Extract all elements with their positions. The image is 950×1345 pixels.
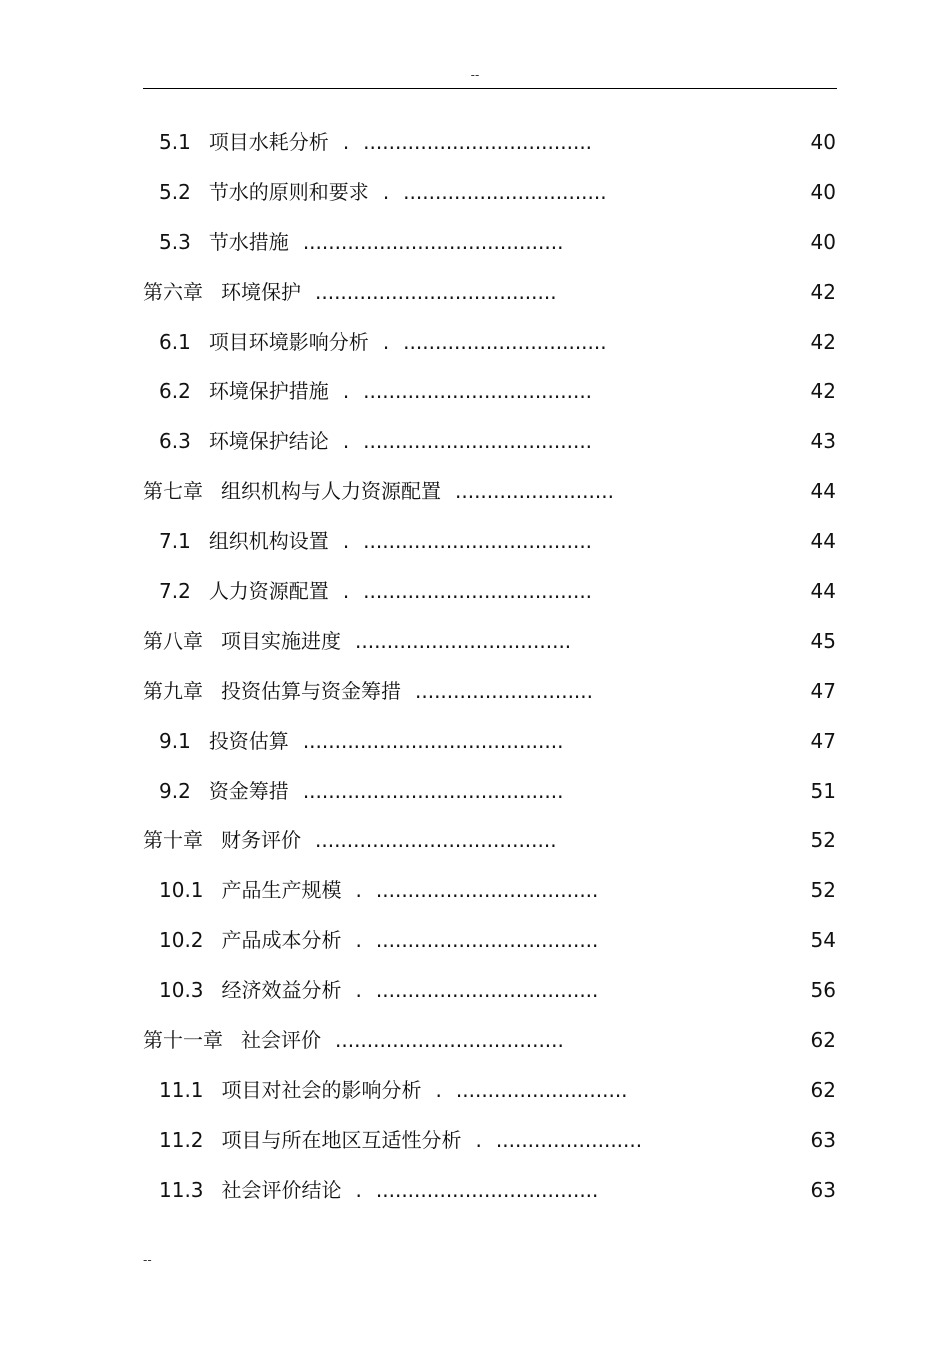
toc-section-row[interactable] [0,915,950,965]
toc-leader-dots: ......................... [455,479,614,504]
toc-number: 5.3 [159,229,191,254]
toc-chapter-row[interactable] [0,666,950,716]
toc-page-number: 40 [810,179,836,204]
toc-title: 项目实施进度 [221,628,341,653]
toc-page-number: 62 [810,1077,836,1102]
toc-page-number: 40 [810,130,836,154]
toc-number: 11.2 [159,1127,204,1152]
toc-section-row[interactable] [0,416,950,466]
toc-page-number: 44 [810,579,836,604]
toc-leader-dots: .................................... [335,1028,564,1053]
toc-leader-start: . [382,329,390,354]
toc-entry [143,279,557,305]
toc-entry [159,977,598,1003]
toc-entry [159,578,592,604]
toc-leader-dots: ......................................... [302,728,564,753]
toc-number: 第九章 [143,678,203,703]
toc-page-number: 42 [810,329,836,354]
toc-entry [143,1027,564,1053]
toc-leader-dots: ...................................... [315,279,557,304]
toc-page-number: 44 [810,529,836,554]
toc-title: 环境保护措施 [208,379,329,404]
toc-leader-dots: ................................ [403,329,607,354]
toc-entry [143,678,593,704]
toc-page-number: 54 [810,928,836,953]
toc-number: 6.3 [159,429,191,454]
toc-leader-dots: .................................... [363,379,593,404]
header-rule [143,88,837,89]
toc-entry [143,827,557,853]
toc-entry [143,628,571,654]
toc-leader-dots: ...................................... [315,828,557,853]
toc-entry [159,728,563,754]
toc-entry [159,528,592,554]
toc-title: 投资估算 [208,728,289,753]
toc-leader-dots: ................................ [403,179,607,204]
toc-leader-dots: .................................... [363,130,593,154]
toc-leader-start: . [355,878,362,903]
toc-leader-dots: ........................... [455,1077,628,1102]
toc-section-row[interactable] [0,965,950,1015]
toc-page-number: 42 [810,279,836,304]
toc-number: 10.1 [159,878,204,903]
toc-entry [159,179,607,205]
toc-leader-dots: ................................... [375,978,599,1003]
toc-leader-start: . [355,1177,362,1202]
toc-entry [159,1077,628,1103]
toc-number: 6.1 [159,329,191,354]
toc-section-row[interactable] [0,167,950,217]
toc-section-row[interactable] [0,366,950,416]
toc-chapter-row[interactable] [0,616,950,666]
toc-leader-dots: .................................... [363,579,593,604]
toc-number: 5.1 [159,130,191,154]
toc-leader-dots: .................................. [355,628,572,653]
toc-title: 环境保护结论 [208,429,329,454]
toc-entry [159,778,563,804]
toc-number: 第七章 [143,479,203,504]
toc-number: 10.3 [159,978,204,1003]
toc-leader-dots: .................................... [363,429,593,454]
toc-leader-dots: ....................... [495,1127,643,1152]
toc-title: 产品成本分析 [221,928,342,953]
toc-page-number: 44 [810,479,836,504]
toc-page-number: 63 [810,1127,836,1152]
toc-number: 第十章 [143,828,203,853]
toc-section-row[interactable] [0,516,950,566]
toc-leader-dots: ......................................... [302,778,564,803]
toc-number: 9.1 [159,728,191,753]
toc-entry [159,229,563,255]
toc-leader-start: . [475,1127,482,1152]
toc-page-number: 62 [810,1028,836,1053]
toc-page-number: 40 [810,229,836,254]
toc-title: 经济效益分析 [221,978,342,1003]
toc-number: 6.2 [159,379,191,404]
toc-title: 社会评价结论 [221,1177,342,1202]
toc-entry [159,1127,642,1153]
toc-leader-dots: ................................... [375,1177,599,1202]
toc-entry [159,428,592,454]
toc-section-row[interactable] [0,117,950,167]
footer-mark: -- [143,1253,152,1267]
toc-entry [159,877,598,903]
toc-entry [159,1177,598,1203]
header-mark: -- [470,68,480,82]
toc-title: 环境保护 [221,279,301,304]
toc-page-number: 56 [810,978,836,1003]
toc-number: 7.1 [159,529,191,554]
toc-title: 节水措施 [208,229,289,254]
toc-title: 项目水耗分析 [208,130,329,154]
toc-page-number: 52 [810,878,836,903]
toc-section-row[interactable] [0,865,950,915]
toc-number: 第八章 [143,628,203,653]
toc-leader-start: . [342,579,350,604]
toc-page-number: 52 [810,828,836,853]
toc-title: 项目环境影响分析 [208,329,369,354]
toc-leader-start: . [342,379,350,404]
toc-title: 财务评价 [221,828,301,853]
toc-title: 组织机构设置 [208,529,329,554]
toc-number: 5.2 [159,179,191,204]
toc-page-number: 47 [810,728,836,753]
toc-leader-start: . [342,529,350,554]
toc-section-row[interactable] [0,766,950,816]
toc-leader-start: . [342,130,350,154]
toc-entry [159,129,592,155]
toc-entry [159,378,592,404]
toc-chapter-row[interactable] [0,1015,950,1065]
toc-title: 资金筹措 [208,778,289,803]
toc-chapter-row[interactable] [0,267,950,317]
toc-title: 项目对社会的影响分析 [221,1077,422,1102]
toc-title: 社会评价 [241,1028,321,1053]
toc-section-row[interactable] [0,566,950,616]
toc-leader-dots: ............................ [415,678,594,703]
toc-number: 11.1 [159,1077,204,1102]
toc-page-number: 43 [810,429,836,454]
toc-page-number: 45 [810,628,836,653]
toc-leader-start: . [342,429,350,454]
toc-title: 项目与所在地区互适性分析 [221,1127,462,1152]
toc-section-row[interactable] [0,217,950,267]
toc-number: 7.2 [159,579,191,604]
toc-number: 11.3 [159,1177,204,1202]
toc-leader-start: . [355,928,362,953]
toc-title: 产品生产规模 [221,878,342,903]
toc-leader-start: . [435,1077,442,1102]
toc-leader-dots: ......................................... [302,229,564,254]
toc-section-row[interactable] [0,1065,950,1115]
toc-section-row[interactable] [0,1115,950,1165]
toc-chapter-row[interactable] [0,466,950,516]
toc-title: 投资估算与资金筹措 [221,678,401,703]
toc-page-number: 51 [810,778,836,803]
toc-leader-dots: ................................... [375,878,599,903]
toc-leader-start: . [382,179,390,204]
toc-title: 人力资源配置 [208,579,329,604]
toc-section-row[interactable] [0,716,950,766]
toc-page-number: 47 [810,678,836,703]
table-of-contents [0,117,950,1215]
toc-entry [143,478,614,504]
toc-leader-start: . [355,978,362,1003]
toc-title: 组织机构与人力资源配置 [221,479,441,504]
toc-leader-dots: ................................... [375,928,599,953]
toc-leader-dots: .................................... [363,529,593,554]
toc-number: 第六章 [143,279,203,304]
toc-title: 节水的原则和要求 [208,179,369,204]
toc-section-row[interactable] [0,1165,950,1215]
toc-section-row[interactable] [0,317,950,367]
toc-page-number: 42 [810,379,836,404]
toc-number: 第十一章 [143,1028,223,1053]
toc-number: 10.2 [159,928,204,953]
toc-number: 9.2 [159,778,191,803]
toc-chapter-row[interactable] [0,815,950,865]
toc-entry [159,329,607,355]
toc-entry [159,927,598,953]
toc-page-number: 63 [810,1177,836,1202]
